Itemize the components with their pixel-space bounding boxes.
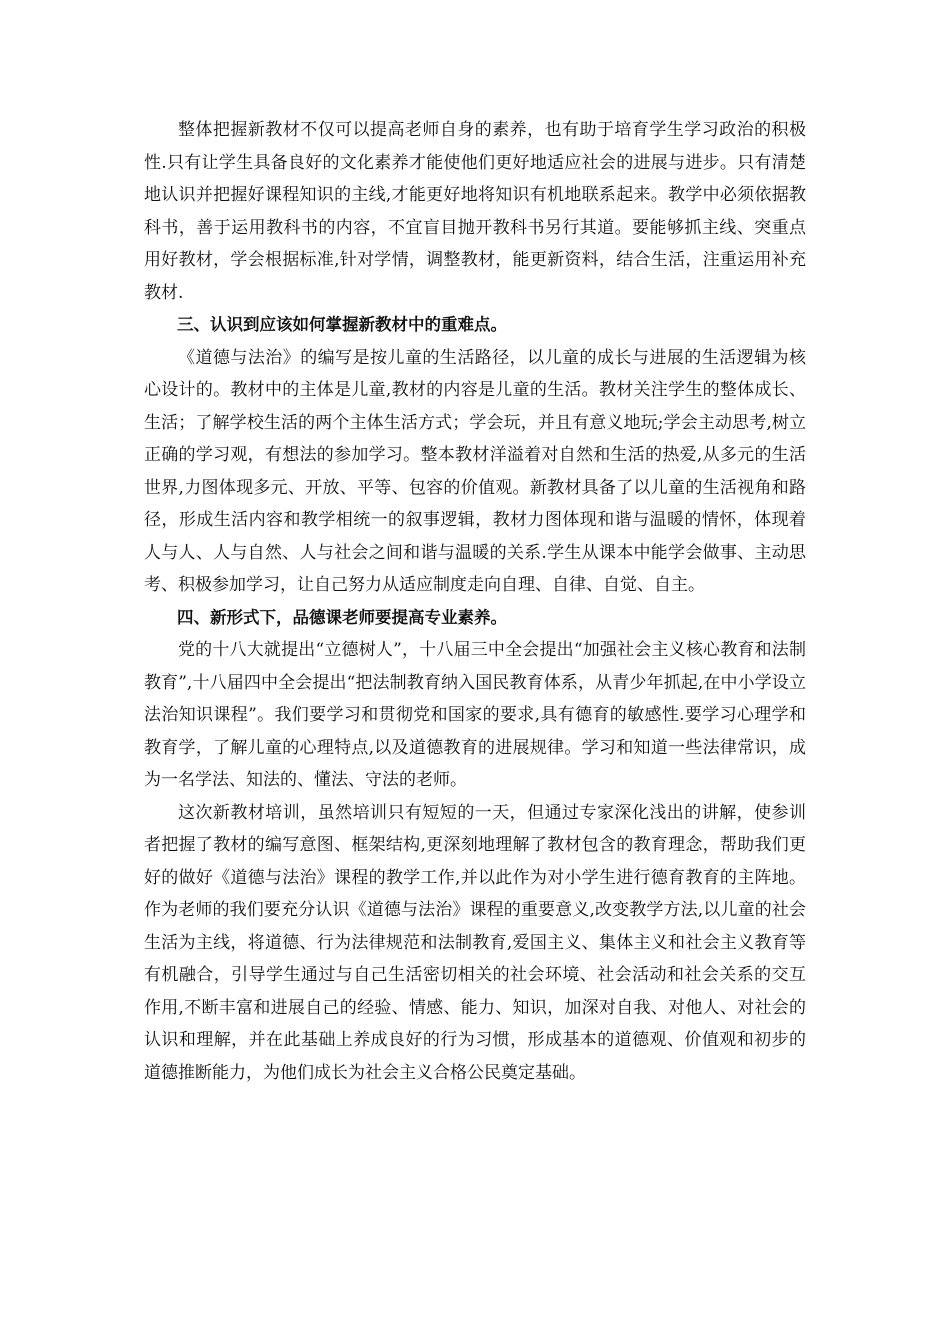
section-heading-3: 三、认识到应该如何掌握新教材中的重难点。	[177, 315, 507, 334]
paragraph-textbook-overview: 整体把握新教材不仅可以提高老师自身的素养，也有助于培育学生学习政治的积极性.只有让学生具备良好的文化素养才能使他们更好地适应社会的进展与进步。只有清楚地认识并把握好课程知识的主线,才能更好地将知识有机地联系起来。教学中必须依据教科书，善于运用教科书的内容，不宜盲目抛开教科书另行其道。要能够抓主线、突重点用好教材，学会根据标准,针对学情，调整教材，能更新资料，结合生活，注重运用补充教材.	[144, 120, 806, 303]
paragraph-teacher-literacy: 党的十八大就提出“立德树人”，十八届三中全会提出“加强社会主义核心教育和法制教育”,十八届四中全会提出“把法制教育纳入国民教育体系，从青少年抓起,在中小学设立法治知识课程”。我们要学习和贯彻党和国家的要求,具有德育的敏感性.要学习心理学和教育学，了解儿童的心理特点,以及道德教育的进展规律。学习和知道一些法律常识，成为一名学法、知法的、懂法、守法的老师。	[144, 640, 806, 790]
document-page	[144, 114, 806, 1089]
section-heading-4: 四、新形式下，品德课老师要提高专业素养。	[177, 607, 507, 627]
paragraph-key-points: 《道德与法治》的编写是按儿童的生活路径，以儿童的成长与进展的生活逻辑为核心设计的。教材中的主体是儿童,教材的内容是儿童的生活。教材关注学生的整体成长、生活；了解学校生活的两个主体生活方式；学会玩，并且有意义地玩;学会主动思考,树立正确的学习观，有想法的参加学习。整本教材洋溢着对自然和生活的热爱,从多元的生活世界,力图体现多元、开放、平等、包容的价值观。新教材具备了以儿童的生活视角和路径，形成生活内容和教学相统一的叙事逻辑，教材力图体现和谐与温暖的情怀，体现着人与人、人与自然、人与社会之间和谐与温暖的关系.学生从课本中能学会做事、主动思考、积极参加学习，让自己努力从适应制度走向自理、自律、自觉、自主。	[144, 347, 806, 595]
paragraph-training-summary: 这次新教材培训，虽然培训只有短短的一天，但通过专家深化浅出的讲解，使参训者把握了教材的编写意图、框架结构,更深刻地理解了教材包含的教育理念，帮助我们更好的做好《道德与法治》课程的教学工作,并以此作为对小学生进行德育教育的主阵地。作为老师的我们要充分认识《道德与法治》课程的重要意义,改变教学方法,以儿童的社会生活为主线，将道德、行为法律规范和法制教育,爱国主义、集体主义和社会主义教育等有机融合，引导学生通过与自己生活密切相关的社会环境、社会活动和社会关系的交互作用,不断丰富和进展自己的经验、情感、能力、知识，加深对自我、对他人、对社会的认识和理解，并在此基础上养成良好的行为习惯，形成基本的道德观、价值观和初步的道德推断能力，为他们成长为社会主义合格公民奠定基础。	[144, 802, 806, 1083]
